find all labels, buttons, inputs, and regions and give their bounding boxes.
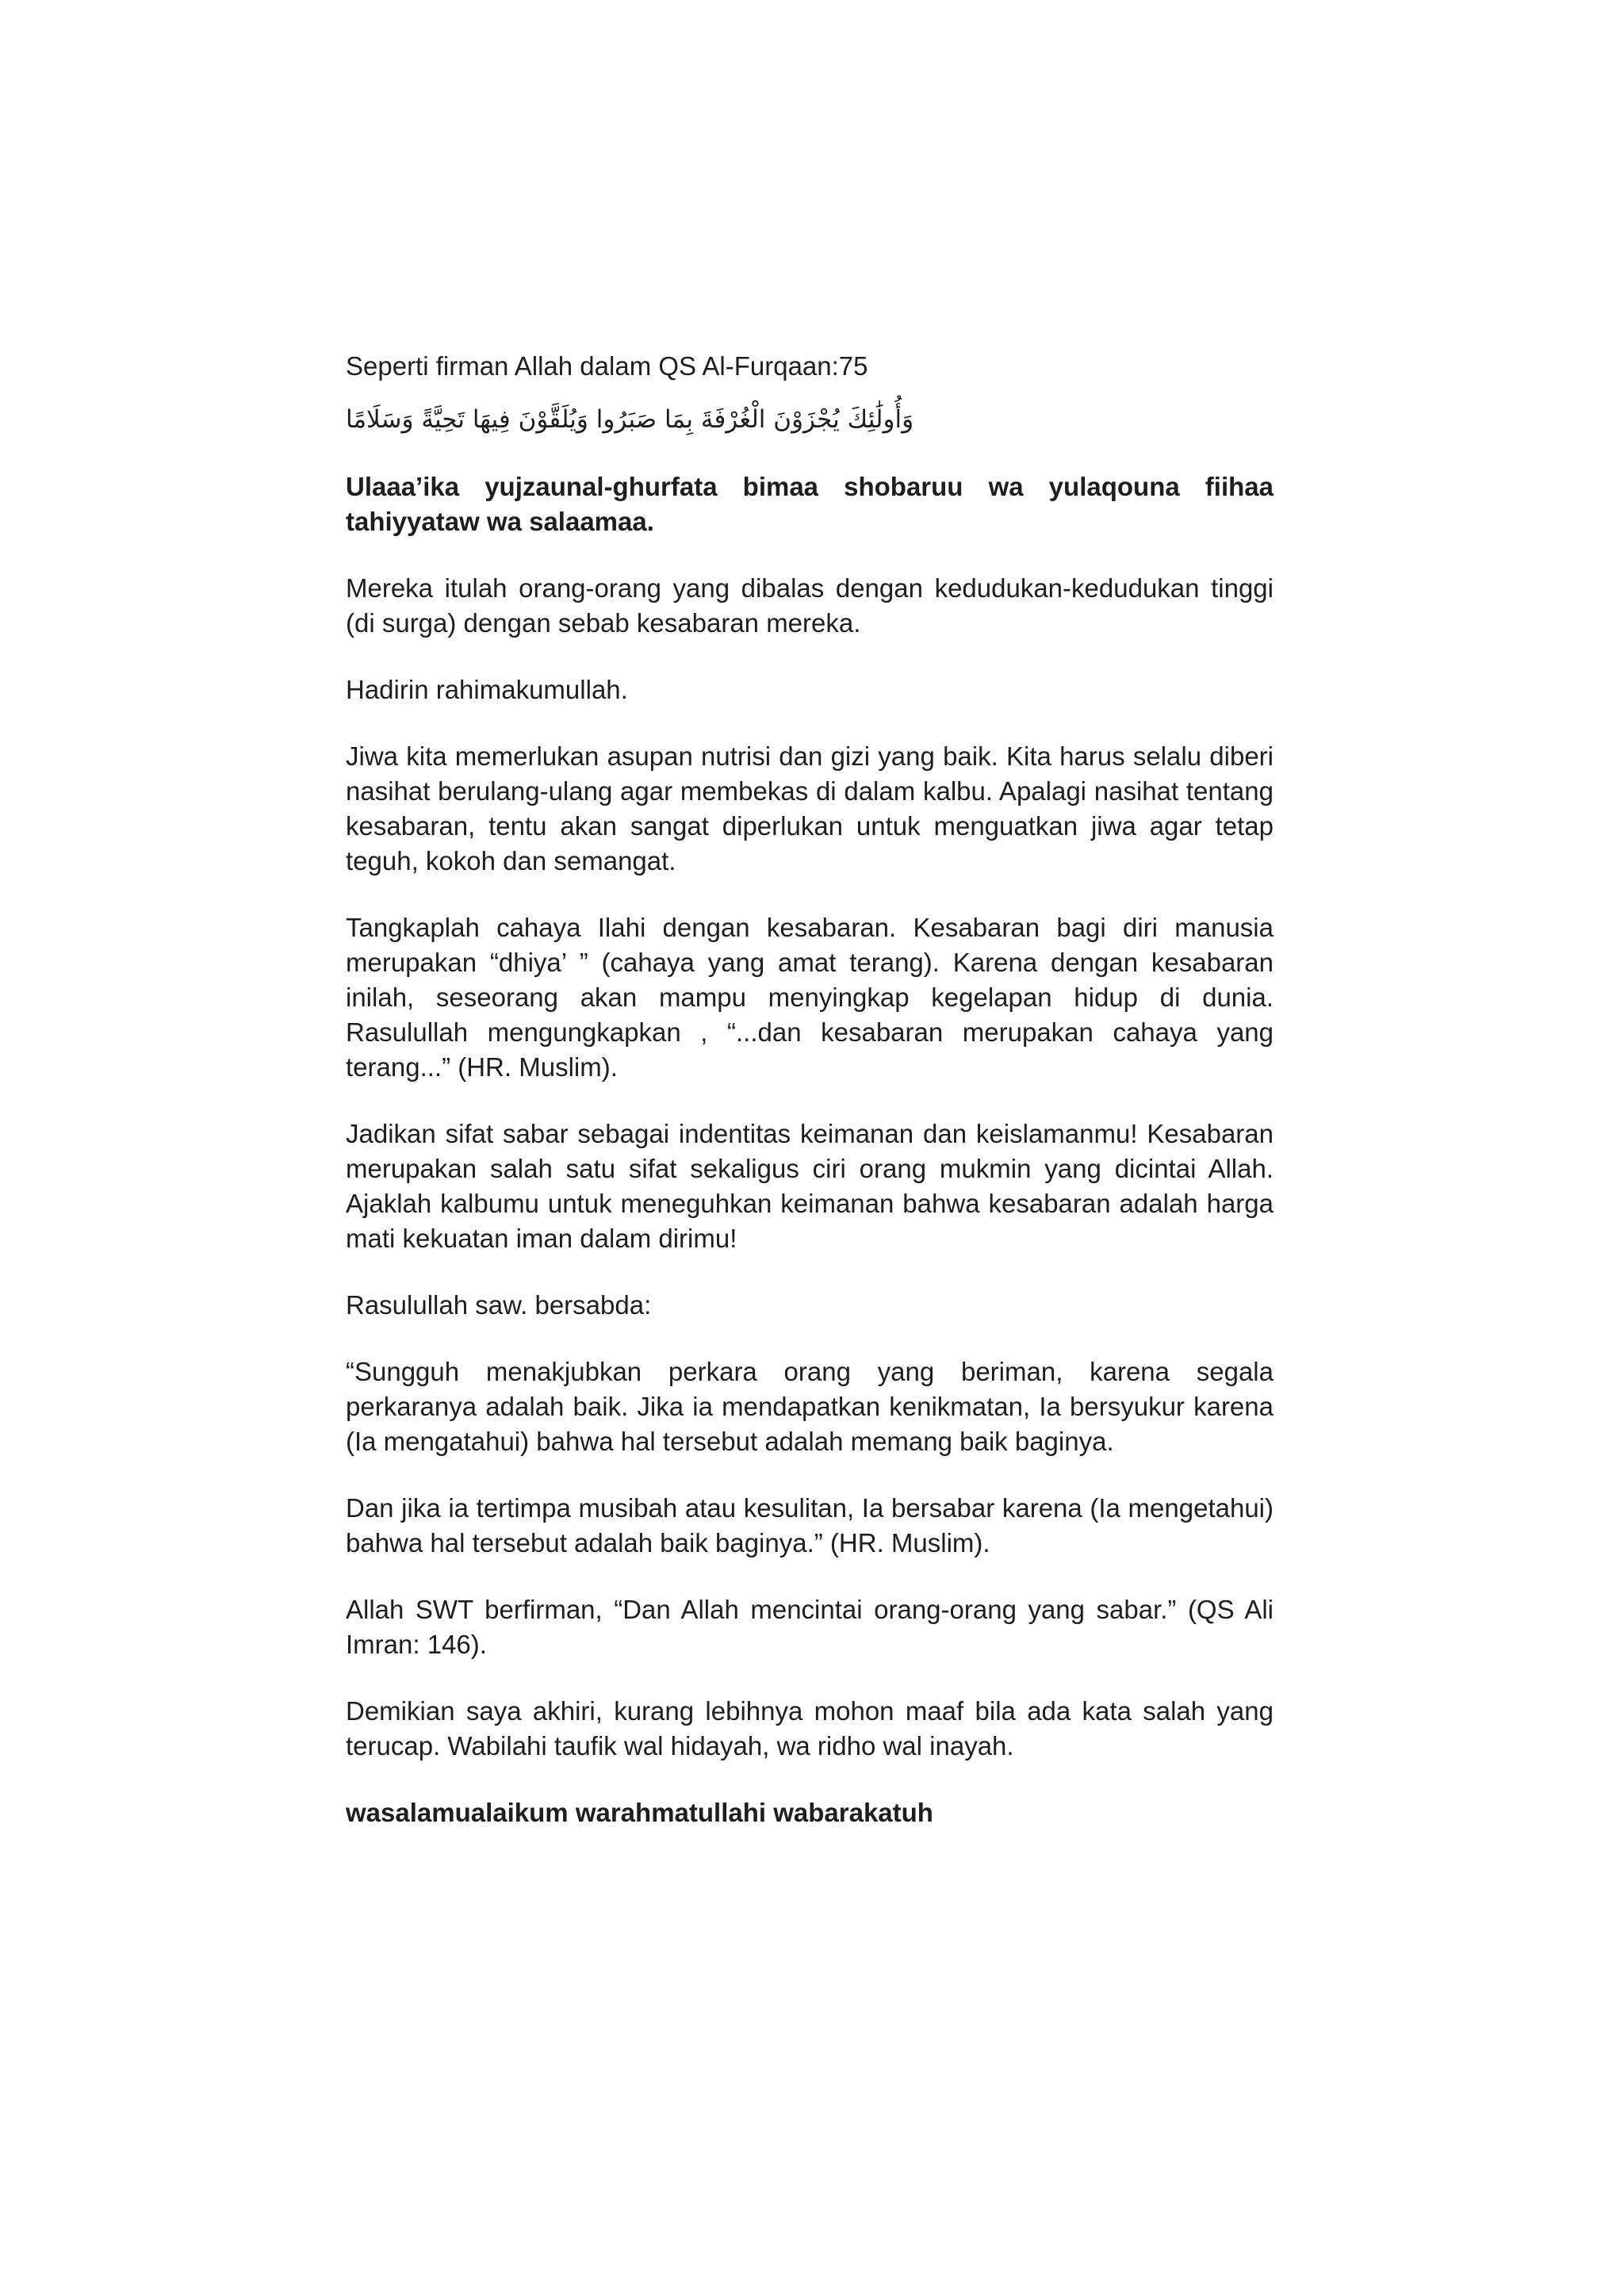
intro-line: Seperti firman Allah dalam QS Al-Furqaan:75 <box>346 351 868 381</box>
transliteration: Ulaaa’ika yujzaunal-ghurfata bimaa shobaruu wa yulaqouna fiihaa tahiyyataw wa salaamaa. <box>346 472 1274 536</box>
document-page <box>346 349 1274 1830</box>
paragraph-hadith-1: “Sungguh menakjubkan perkara orang yang beriman, karena segala perkaranya adalah baik. Jika ia mendapatkan kenikmatan, Ia bersyukur karena (Ia mengatahui) bahwa hal tersebut adalah memang baik baginya. <box>346 1357 1274 1456</box>
paragraph-identity: Jadikan sifat sabar sebagai indentitas keimanan dan keislamanmu! Kesabaran merupakan salah satu sifat sekaligus ciri orang mukmin yang dicintai Allah. Ajaklah kalbumu untuk meneguhkan keimanan bahwa kesabaran adalah harga mati kekuatan iman dalam dirimu! <box>346 1119 1274 1253</box>
paragraph-hadith-2: Dan jika ia tertimpa musibah atau kesulitan, Ia bersabar karena (Ia mengetahui) bahwa hal tersebut adalah baik baginya.” (HR. Muslim). <box>346 1493 1274 1557</box>
paragraph-greeting: Hadirin rahimakumullah. <box>346 675 628 704</box>
paragraph-nutrition: Jiwa kita memerlukan asupan nutrisi dan gizi yang baik. Kita harus selalu diberi nasihat berulang-ulang agar membekas di dalam kalbu. Apalagi nasihat tentang kesabaran, tentu akan sangat diperlukan untuk menguatkan jiwa agar tetap teguh, kokoh dan semangat. <box>346 741 1274 875</box>
closing-salutation: wasalamualaikum warahmatullahi wabarakatuh <box>346 1798 933 1827</box>
arabic-verse: وَأُولَٰئِكَ يُجْزَوْنَ الْغُرْفَةَ بِمَا صَبَرُوا وَيُلَقَّوْنَ فِيهَا تَحِيَّةً وَسَلَامًا <box>346 405 914 434</box>
paragraph-translation: Mereka itulah orang-orang yang dibalas dengan kedudukan-kedudukan tinggi (di surga) dengan sebab kesabaran mereka. <box>346 573 1274 638</box>
paragraph-quran-quote: Allah SWT berfirman, “Dan Allah mencintai orang-orang yang sabar.” (QS Ali Imran: 146). <box>346 1595 1274 1659</box>
paragraph-light: Tangkaplah cahaya Ilahi dengan kesabaran. Kesabaran bagi diri manusia merupakan “dhiya’ ” (cahaya yang amat terang). Karena dengan kesabaran inilah, seseorang akan mampu menyingkap kegelapan hidup di dunia. Rasulullah mengungkapkan , “...dan kesabaran merupakan cahaya yang terang...” (HR. Muslim). <box>346 913 1274 1082</box>
paragraph-hadith-intro: Rasulullah saw. bersabda: <box>346 1290 652 1320</box>
paragraph-closing-remarks: Demikian saya akhiri, kurang lebihnya mohon maaf bila ada kata salah yang terucap. Wabilahi taufik wal hidayah, wa ridho wal inayah. <box>346 1696 1274 1761</box>
